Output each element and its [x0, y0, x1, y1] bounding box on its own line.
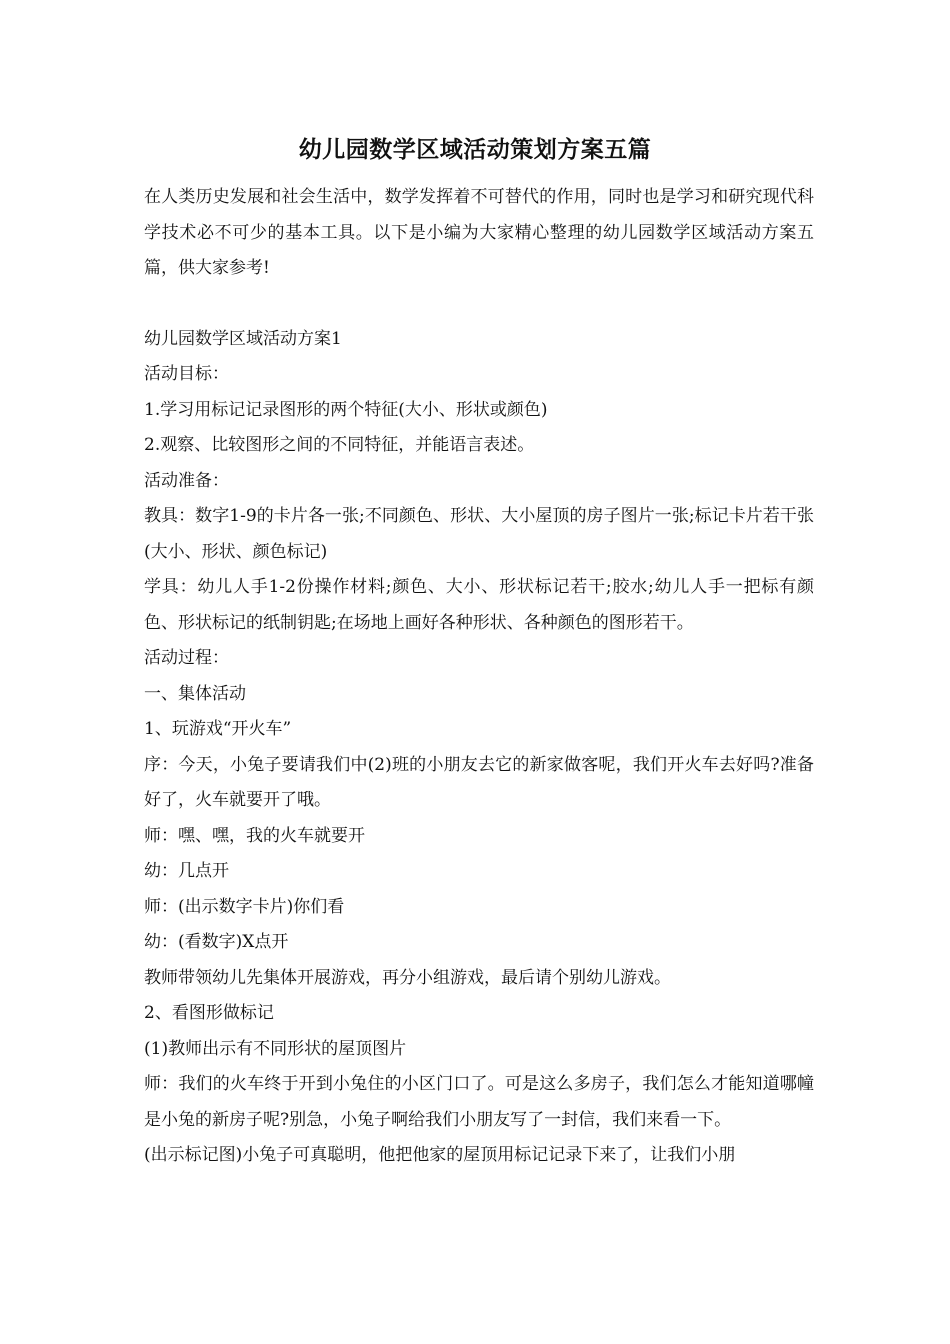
- dialogue-line: 幼：几点开: [144, 861, 229, 881]
- body-paragraph: (出示标记图)小兔子可真聪明，他把他家的屋顶用标记记录下来了，让我们小朋: [144, 1145, 736, 1165]
- dialogue-line: 师：嘿、嘿，我的火车就要开: [144, 825, 365, 846]
- preparation-label: 活动准备：: [144, 470, 229, 491]
- section-heading: 幼儿园数学区域活动方案1: [144, 328, 342, 349]
- process-label: 活动过程：: [144, 648, 229, 668]
- body-paragraph: 教师带领幼儿先集体开展游戏，再分小组游戏，最后请个别幼儿游戏。: [144, 967, 671, 988]
- step-heading: 1、玩游戏“开火车”: [144, 719, 292, 739]
- goals-label: 活动目标：: [144, 364, 229, 384]
- learning-aids: 学具：幼儿人手1-2份操作材料;颜色、大小、形状标记若干;胶水;幼儿人手一把标有颜色、形状标记的纸制钥匙;在场地上画好各种形状、各种颜色的图形若干。: [144, 577, 814, 633]
- subsection-heading: 一、集体活动: [144, 683, 246, 704]
- dialogue-line: 幼：(看数字)X点开: [144, 932, 289, 952]
- body-paragraph: 师：我们的火车终于开到小兔住的小区门口了。可是这么多房子，我们怎么才能知道哪幢是小兔的新房子呢?别急，小兔子啊给我们小朋友写了一封信，我们来看一下。: [144, 1074, 814, 1130]
- paragraph-spacer: [144, 287, 814, 322]
- goal-item: 1.学习用标记记录图形的两个特征(大小、形状或颜色): [144, 399, 548, 420]
- step-heading: 2、看图形做标记: [144, 1003, 274, 1023]
- document-body: [144, 180, 814, 1174]
- intro-paragraph: 在人类历史发展和社会生活中，数学发挥着不可替代的作用，同时也是学习和研究现代科学技术必不可少的基本工具。以下是小编为大家精心整理的幼儿园数学区域活动方案五篇，供大家参考!: [144, 187, 814, 278]
- substep-heading: (1)教师出示有不同形状的屋顶图片: [144, 1038, 407, 1059]
- dialogue-line: 师：(出示数字卡片)你们看: [144, 896, 345, 917]
- document-title: 幼儿园数学区域活动策划方案五篇: [298, 136, 652, 163]
- teaching-aids: 教具：数字1-9的卡片各一张;不同颜色、形状、大小屋顶的房子图片一张;标记卡片若干张(大小、形状、颜色标记): [144, 506, 814, 562]
- goal-item: 2.观察、比较图形之间的不同特征，并能语言表述。: [144, 435, 535, 455]
- body-paragraph: 序：今天，小兔子要请我们中(2)班的小朋友去它的新家做客呢，我们开火车去好吗?准备好了，火车就要开了哦。: [144, 754, 814, 810]
